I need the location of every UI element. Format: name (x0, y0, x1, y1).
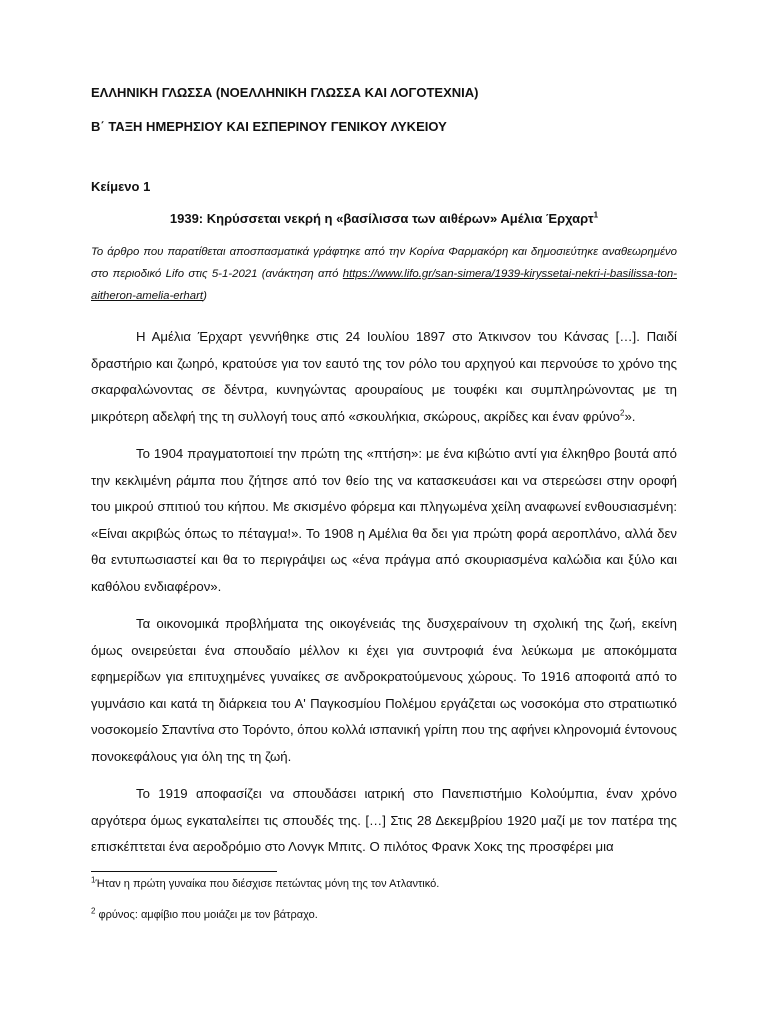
paragraph-2: Το 1904 πραγματοποιεί την πρώτη της «πτήση»: με ένα κιβώτιο αντί για έλκηθρο βουτά από την κεκλιμένη ράμπα που ζήτησε από τον θείο της να κατασκευάσει και να στερεώσει στην οροφή του μικρού σπιτιού του κήπου. Με σκισμένο φόρεμα και πληγωμένα χείλη αναφωνεί ενθουσιασμένη: «Είναι ακριβώς όπως το πέταγμα!». Το 1908 η Αμέλια θα δει για πρώτη φορά αεροπλάνο, αλλά δεν θα εντυπωσιαστεί και θα το περιγράψει ως «ένα πράγμα από σκουριασμένα καλώδια και ξύλο και καθόλου ενδιαφέρον». (91, 446, 677, 594)
paragraph-1 (91, 324, 677, 430)
text-label: Κείμενο 1 (91, 179, 151, 194)
footnote-2-number: 2 (91, 906, 96, 916)
subject-heading: ΕΛΛΗΝΙΚΗ ΓΛΩΣΣΑ (ΝΟΕΛΛΗΝΙΚΗ ΓΛΩΣΣΑ ΚΑΙ ΛΟΓΟΤΕΧΝΙΑ) (91, 85, 479, 100)
article-title-text: 1939: Κηρύσσεται νεκρή η «βασίλισσα των αιθέρων» Αμέλια Έρχαρτ (169, 211, 594, 226)
paragraph-3: Τα οικονομικά προβλήματα της οικογένειάς της δυσχεραίνουν τη σχολική της ζωή, εκείνη όμως ονειρεύεται ένα σπουδαίο μέλλον κι έχει για συντροφιά ένα λεύκωμα με αποκόμματα εφημερίδων για επιτυχημένες γυναίκες σε ανδροκρατούμενους χώρους. Το 1916 αποφοιτά από το γυμνάσιο και κατά τη διάρκεια του Α' Παγκοσμίου Πολέμου εργάζεται ως νοσοκόμα στο στρατιωτικό νοσοκομείο Σπαντίνα στο Τορόντο, όπου κολλά ισπανική γρίπη που της αφήνει κληρονομιά έντονους πονοκεφάλους για όλη της τη ζωή. (91, 616, 677, 764)
paragraph-4: Το 1919 αποφασίζει να σπουδάσει ιατρική στο Πανεπιστήμιο Κολούμπια, έναν χρόνο αργότερα όμως εγκαταλείπει τις σπουδές της. […] Στις 28 Δεκεμβρίου 1920 μαζί με τον πατέρα της επισκέπτεται ένα αεροδρόμιο στο Λονγκ Μπιτς. Ο πιλότος Φρανκ Χοκς της προσφέρει μια (91, 786, 677, 854)
title-footnote-marker: 1 (593, 210, 599, 220)
article-title (91, 211, 677, 226)
paragraph-1-text: Η Αμέλια Έρχαρτ γεννήθηκε στις 24 Ιουλίου 1897 στο Άτκινσον του Κάνσας […]. Παιδί δραστήριο και ζωηρό, κρατούσε για τον εαυτό της τον ρόλο του αρχηγού και περνούσε το χρόνο της σκαρφαλώνοντας σε δέντρα, κυνηγώντας αρουραίους με τουφέκι και συμπληρώνοντας με τη μικρότερη αδελφή της τη συλλογή τους από «σκουλήκια, σκώρους, ακρίδες και έναν φρύνο (91, 329, 677, 424)
footnote-1 (91, 875, 440, 890)
intro-end: ) (203, 290, 207, 302)
paragraph-1-end: ». (624, 408, 636, 424)
footnote-separator (91, 871, 277, 872)
class-heading: Β΄ ΤΑΞΗ ΗΜΕΡΗΣΙΟΥ ΚΑΙ ΕΣΠΕΡΙΝΟΥ ΓΕΝΙΚΟΥ ΛΥΚΕΙΟΥ (91, 119, 447, 134)
footnote-1-number: 1 (91, 875, 96, 885)
footnote-2-text: φρύνος: αμφίβιο που μοιάζει με τον βάτραχο. (95, 909, 318, 921)
intro-text: Το άρθρο που παρατίθεται αποσπασματικά γράφτηκε από την Κορίνα Φαρμακόρη και δημοσιεύτηκε αναθεωρημένο στο περιοδικό Lifo στις 5-1-2021 (ανάκτηση από (91, 246, 677, 280)
footnote-1-text: Ήταν η πρώτη γυναίκα που διέσχισε πετώντας μόνη της τον Ατλαντικό. (95, 878, 440, 890)
article-intro (91, 241, 677, 307)
footnote-2 (91, 906, 318, 921)
article-body (91, 324, 677, 872)
source-link[interactable]: https://www.lifo.gr/san-simera/1939-kiryssetai-nekri-i-basilissa-ton-aitheron-amelia-erhart (91, 268, 677, 302)
p1-footnote-marker: 2 (620, 408, 625, 418)
